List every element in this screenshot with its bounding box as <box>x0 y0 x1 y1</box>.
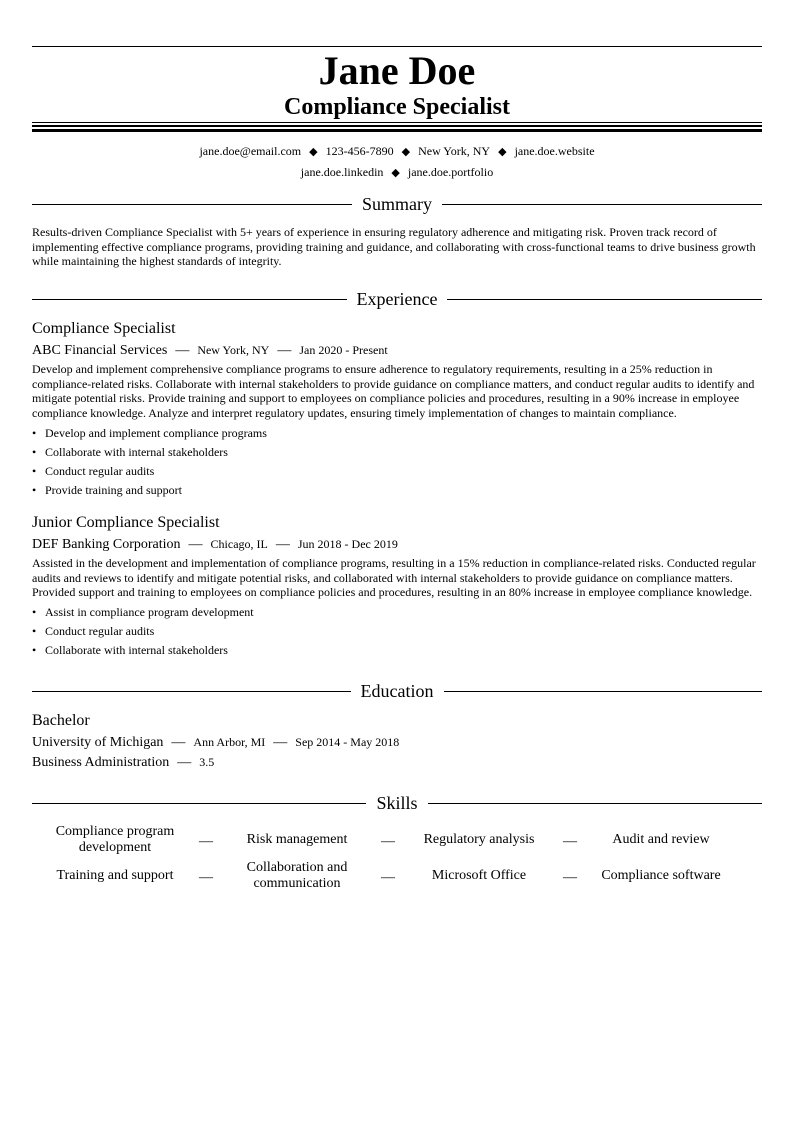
job-org-line <box>32 341 388 360</box>
education-gpa: 3.5 <box>199 755 215 769</box>
job-description: Develop and implement comprehensive compliance programs to ensure adherence to regulatory requirements, resulting in a 25% reduction in compliance-related risks. Collaborate with internal stakeholders to provide guidance on compliance matters, and conduct regular audits to identify and mitigate potential risks. Provide training and support to employees on compliance policies and procedures, resulting in a 90% increase in employee compliance knowledge. Analyze and interpret regulatory updates, ensuring timely implementation of changes to maintain compliance. <box>32 362 755 420</box>
education-dates: Sep 2014 - May 2018 <box>295 735 400 749</box>
diamond-icon: ◆ <box>401 146 411 158</box>
section-rule-left <box>32 204 352 205</box>
section-heading-education <box>32 680 762 702</box>
list-item: • Assist in compliance program development <box>32 603 762 622</box>
contact-linkedin[interactable]: jane.doe.linkedin <box>300 165 384 179</box>
job-bullet-list <box>32 603 762 660</box>
job-description: Assisted in the development and implementation of compliance programs, resulting in a 15% reduction in compliance-related risks. Conducted regular audits and reviews to identify and mitigate potential risks, and collaborated with internal stakeholders to provide guidance on compliance matters. Provided support and training to employees on compliance policies and procedures, resulting in an 80% increase in employee compliance knowledge. <box>32 556 756 600</box>
dash-separator: — <box>273 735 288 750</box>
skill-item: Compliance program development <box>55 824 175 855</box>
dash-separator: — <box>199 870 213 885</box>
skills-row <box>32 858 762 894</box>
bullet-icon: • <box>32 643 37 657</box>
dash-separator: — <box>381 834 395 849</box>
dash-separator: — <box>171 735 186 750</box>
section-rule-left <box>32 803 366 804</box>
job-title: Junior Compliance Specialist <box>32 514 220 531</box>
job-org-line <box>32 535 398 554</box>
diamond-icon: ◆ <box>309 146 318 158</box>
education-location: Ann Arbor, MI <box>193 735 266 749</box>
skill-item: Risk management <box>246 832 348 847</box>
dash-separator: — <box>177 755 192 770</box>
contact-phone[interactable]: 123-456-7890 <box>325 144 394 158</box>
section-rule-right <box>447 299 762 300</box>
bullet-icon: • <box>32 426 37 440</box>
section-label: Skills <box>376 793 418 813</box>
job-location: New York, NY <box>197 343 270 357</box>
list-item: • Collaborate with internal stakeholders <box>32 641 762 660</box>
dash-separator: — <box>277 343 292 358</box>
education-field-line <box>32 753 214 772</box>
job-bullet-list <box>32 424 762 500</box>
contact-website[interactable]: jane.doe.website <box>514 144 595 158</box>
dash-separator: — <box>199 834 213 849</box>
section-rule-right <box>428 803 762 804</box>
skills-row <box>32 822 762 858</box>
list-item: • Conduct regular audits <box>32 622 762 641</box>
section-heading-experience <box>32 288 762 310</box>
dash-separator: — <box>275 537 290 552</box>
skill-item: Audit and review <box>612 832 710 847</box>
dash-separator: — <box>563 870 577 885</box>
skill-item: Regulatory analysis <box>423 832 535 847</box>
section-heading-skills <box>32 792 762 814</box>
summary-text: Results-driven Compliance Specialist with 5+ years of experience in ensuring regulatory adherence and mitigating risk. Proven track record of implementing effective compliance programs, providing training and guidance, and collaborating with cross-functional teams to drive business growth while maintaining the highest standards of integrity. <box>32 225 756 269</box>
job-company: ABC Financial Services <box>32 343 168 358</box>
list-item: • Develop and implement compliance programs <box>32 424 762 443</box>
candidate-name: Jane Doe <box>318 48 476 93</box>
job-company: DEF Banking Corporation <box>32 537 181 552</box>
skill-item: Microsoft Office <box>431 868 527 883</box>
bullet-icon: • <box>32 605 37 619</box>
candidate-title: Compliance Specialist <box>284 94 510 120</box>
diamond-icon: ◆ <box>498 146 507 158</box>
section-label: Experience <box>356 289 438 309</box>
job-title: Compliance Specialist <box>32 320 176 337</box>
list-item: • Collaborate with internal stakeholders <box>32 443 762 462</box>
dash-separator: — <box>175 343 190 358</box>
education-field: Business Administration <box>32 755 170 770</box>
list-item: • Conduct regular audits <box>32 462 762 481</box>
education-degree: Bachelor <box>32 712 90 729</box>
section-label: Education <box>360 681 434 701</box>
contact-line-2 <box>32 164 762 181</box>
dash-separator: — <box>188 537 203 552</box>
header-rule-thick <box>32 129 762 132</box>
skills-grid <box>32 822 762 894</box>
education-school-line <box>32 733 399 752</box>
job-dates: Jun 2018 - Dec 2019 <box>297 537 398 551</box>
education-school: University of Michigan <box>32 735 164 750</box>
contact-line-1 <box>32 143 762 160</box>
skill-item: Training and support <box>56 868 174 883</box>
dash-separator: — <box>381 870 395 885</box>
contact-location: New York, NY <box>418 144 491 158</box>
header-rule-medium <box>32 125 762 127</box>
contact-email[interactable]: jane.doe@email.com <box>199 144 302 158</box>
dash-separator: — <box>563 834 577 849</box>
section-rule-left <box>32 691 351 692</box>
bullet-icon: • <box>32 445 37 459</box>
section-rule-right <box>442 204 762 205</box>
skill-item: Compliance software <box>601 868 721 883</box>
job-location: Chicago, IL <box>210 537 268 551</box>
bullet-icon: • <box>32 464 37 478</box>
bullet-icon: • <box>32 624 37 638</box>
section-heading-summary <box>32 193 762 215</box>
section-rule-left <box>32 299 347 300</box>
skill-item: Collaboration and communication <box>246 860 348 891</box>
section-rule-right <box>444 691 763 692</box>
contact-portfolio[interactable]: jane.doe.portfolio <box>407 165 494 179</box>
header-rule-thin <box>32 122 762 123</box>
job-dates: Jan 2020 - Present <box>299 343 388 357</box>
diamond-icon: ◆ <box>391 167 400 179</box>
list-item: • Provide training and support <box>32 481 762 500</box>
bullet-icon: • <box>32 483 37 497</box>
section-label: Summary <box>362 194 432 214</box>
